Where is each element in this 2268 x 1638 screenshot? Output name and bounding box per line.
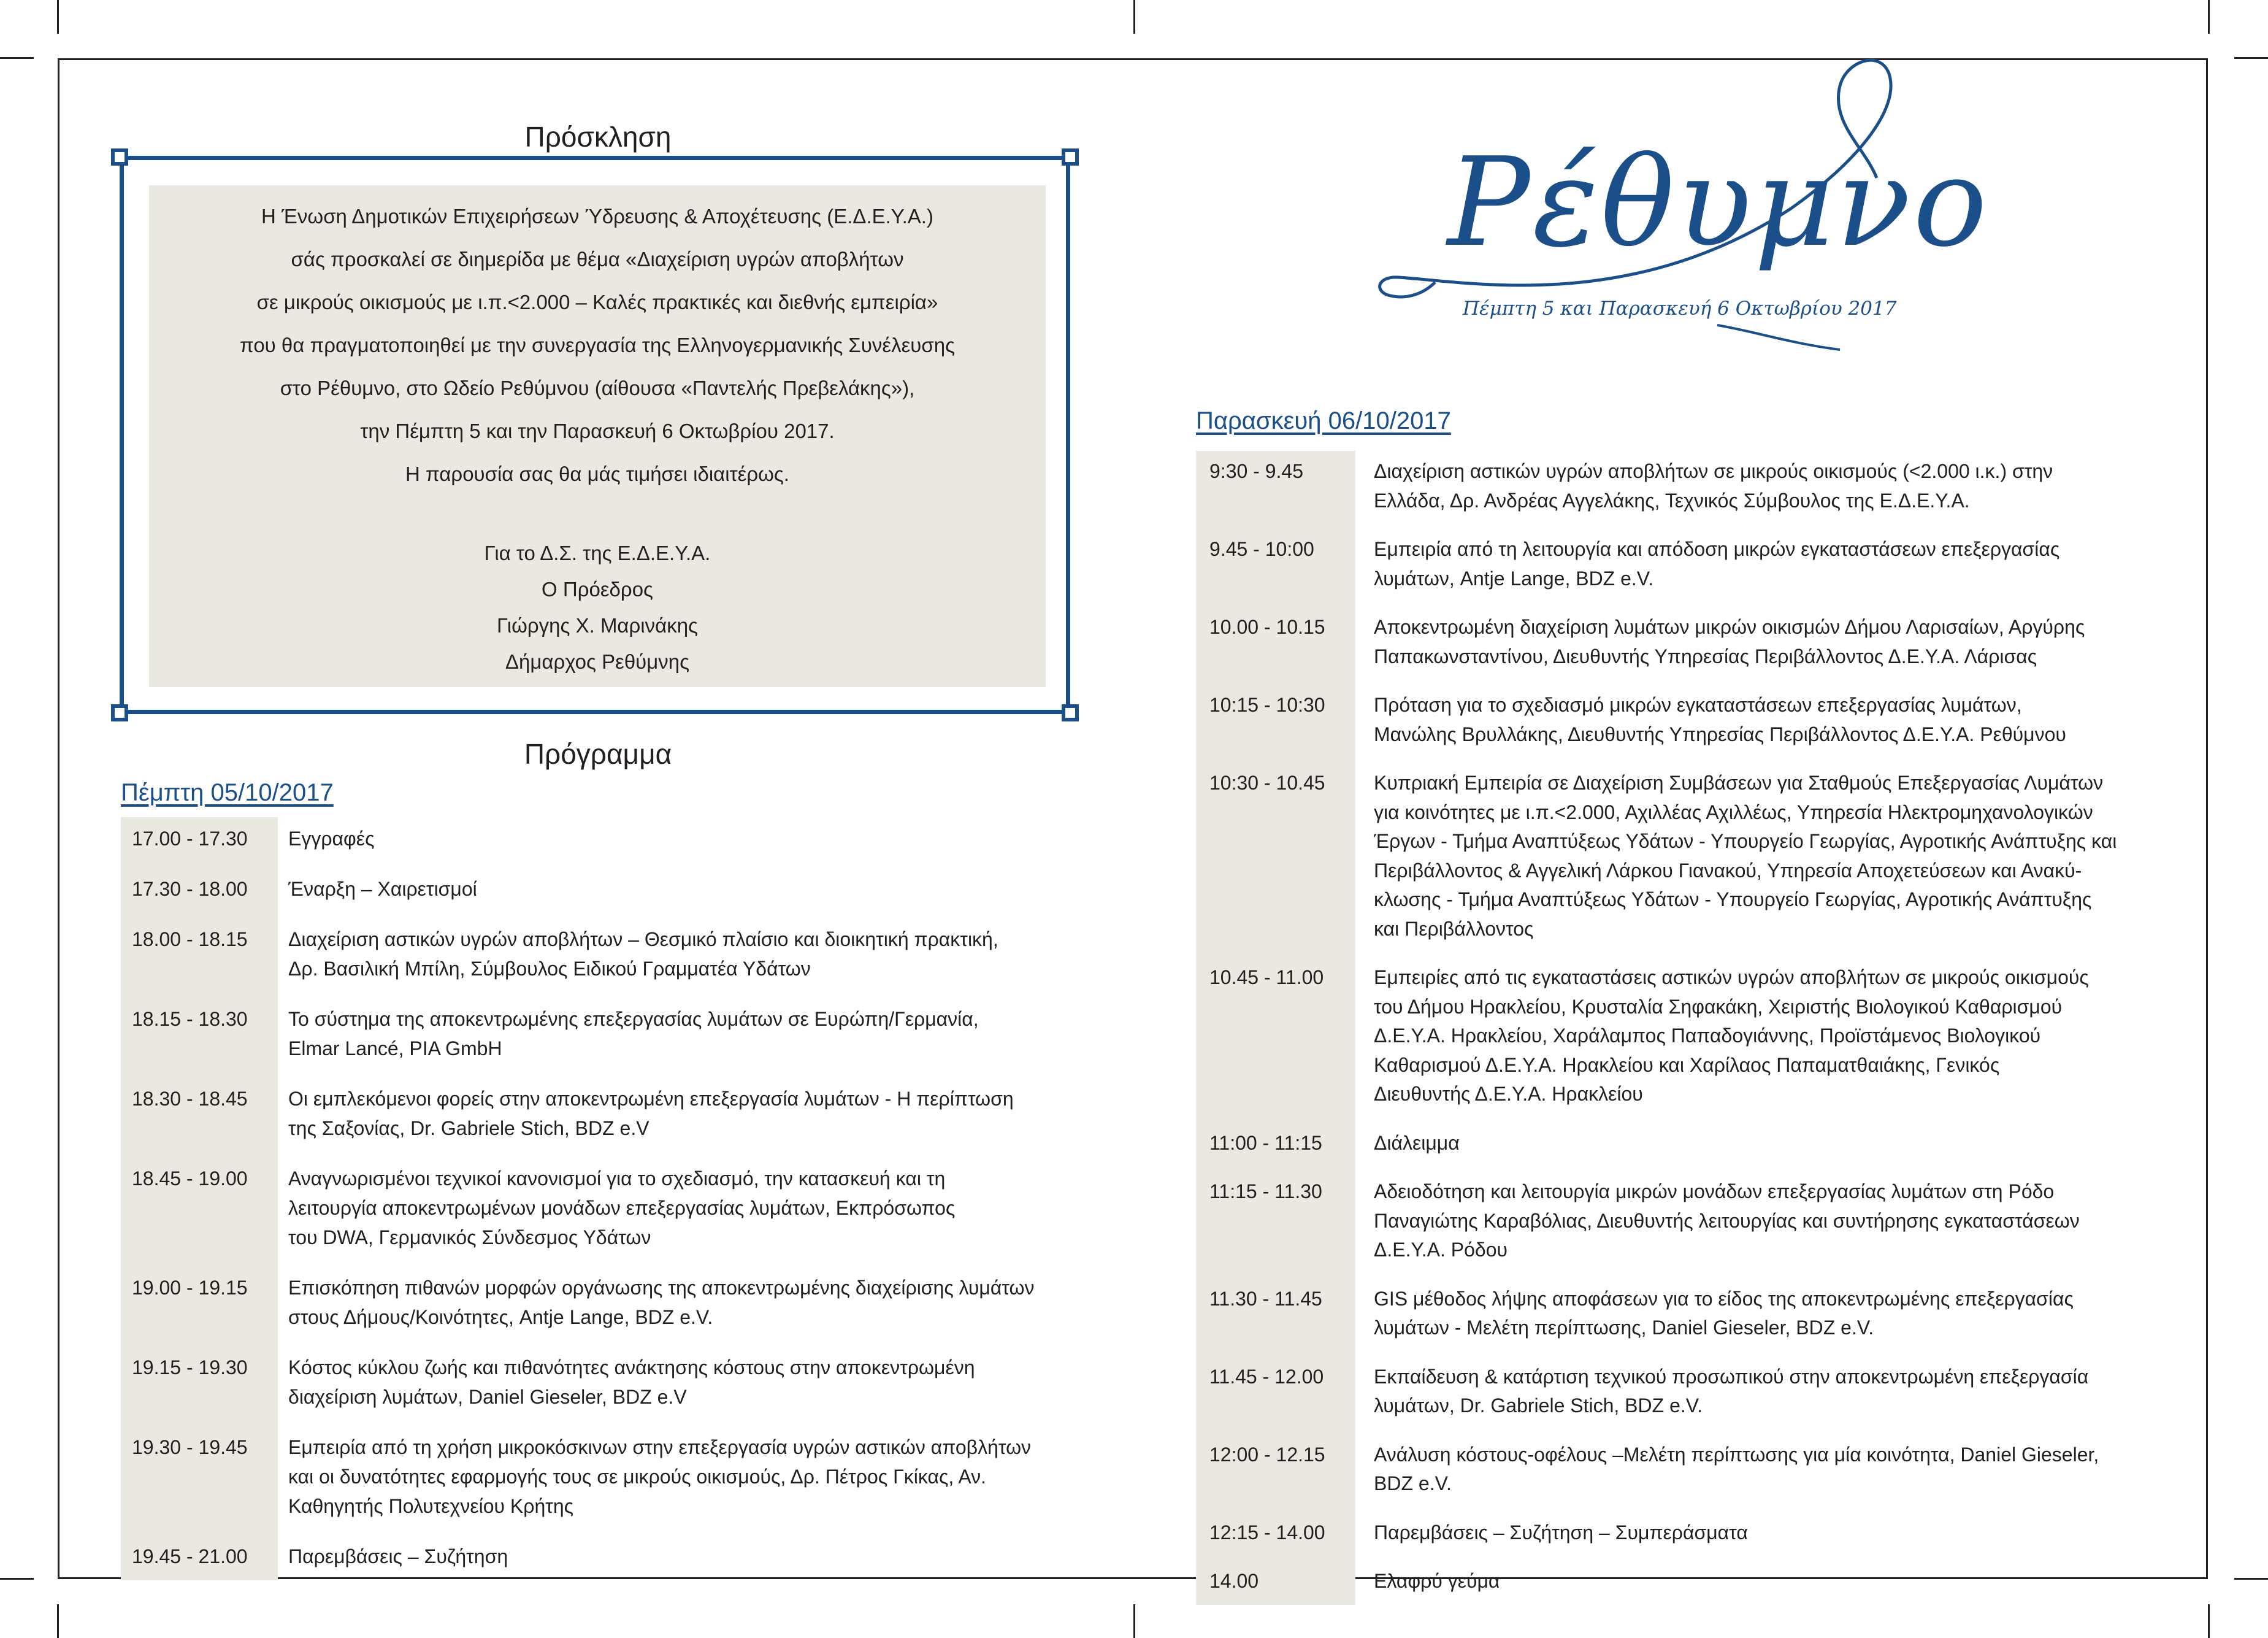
session-time: 11.45 - 12.00 <box>1209 1365 1324 1388</box>
session-description-line: Παρεμβάσεις – Συζήτηση – Συμπεράσματα <box>1374 1521 1748 1544</box>
session-description-line: Έργων - Τμήμα Αναπτύξεως Υδάτων - Υπουργείο Γεωργίας, Αγροτικής Ανάπτυξης και <box>1374 830 2117 852</box>
crop-mark <box>1133 1604 1135 1638</box>
invitation-line: Η Ένωση Δημοτικών Επιχειρήσεων Ύδρευσης & Αποχέτευσης (Ε.Δ.Ε.Υ.Α.) <box>261 205 933 228</box>
session-time: 11.30 - 11.45 <box>1209 1287 1322 1310</box>
session-description-line: κλωσης - Τμήμα Αναπτύξεως Υδάτων - Υπουργείο Γεωργίας, Αγροτικής Ανάπτυξης <box>1374 888 2092 910</box>
session-description-line: Κυπριακή Εμπειρία σε Διαχείριση Συμβάσεων για Σταθμούς Επεξεργασίας Λυμάτων <box>1374 772 2104 794</box>
session-description-line: Δρ. Βασιλική Μπίλη, Σύμβουλος Ειδικού Γραμματέα Υδάτων <box>288 958 811 980</box>
session-description-line: και Περιβάλλοντος <box>1374 917 1534 940</box>
corner-square <box>1062 704 1079 721</box>
session-description-line: Παναγιώτης Καραβόλιας, Διευθυντής λειτουργίας και συντήρησης εγκαταστάσεων <box>1374 1209 2080 1232</box>
session-description-line: του Δήμου Ηρακλείου, Κρυσταλία Σηφακάκη, Χειριστής Βιολογικού Καθαρισμού <box>1374 995 2063 1018</box>
session-description-line: Παρεμβάσεις – Συζήτηση <box>288 1545 508 1567</box>
session-description-line: λυμάτων, Antje Lange, BDZ e.V. <box>1374 567 1654 590</box>
session-description-line: Αποκεντρωμένη διαχείριση λυμάτων μικρών οικισμών Δήμου Λαρισαίων, Αργύρης <box>1374 616 2085 638</box>
day1-label: Πέμπτη 05/10/2017 <box>121 779 334 806</box>
session-description-line: και οι δυνατότητες εφαρμογής τους σε μικρούς οικισμούς, Δρ. Πέτρος Γκίκας, Αν. <box>288 1466 987 1488</box>
session-description-line: Καθηγητής Πολυτεχνείου Κρήτης <box>288 1495 574 1517</box>
session-description-line: Δ.Ε.Υ.Α. Ρόδου <box>1374 1239 1508 1261</box>
signature-line: Για το Δ.Σ. της Ε.Δ.Ε.Υ.Α. <box>484 542 711 564</box>
crop-mark <box>0 1578 34 1580</box>
session-description-line: Ανάλυση κόστους-οφέλους –Μελέτη περίπτωσης για μία κοινότητα, Daniel Gieseler, <box>1374 1443 2099 1466</box>
session-description-line: για κοινότητες με ι.π.<2.000, Αχιλλέας Αχιλλέως, Υπηρεσία Ηλεκτρομηχανολογικών <box>1374 801 2093 823</box>
session-description-line: Ελλάδα, Δρ. Ανδρέας Αγγελάκης, Τεχνικός Σύμβουλος της Ε.Δ.Ε.Υ.Α. <box>1374 489 1970 512</box>
session-time: 11:00 - 11:15 <box>1209 1131 1322 1154</box>
crop-mark <box>57 0 59 34</box>
corner-square <box>111 148 128 166</box>
session-description-line: Δ.Ε.Υ.Α. Ηρακλείου, Χαράλαμπος Παπαδογιάννης, Προϊστάμενος Βιολογικού <box>1374 1025 2041 1047</box>
program-title: Πρόγραμμα <box>524 738 672 770</box>
day2-label: Παρασκευή 06/10/2017 <box>1196 407 1451 434</box>
invitation-line: Η παρουσία σας θα μάς τιμήσει ιδιαιτέρως. <box>405 463 789 485</box>
session-description-line: λυμάτων - Μελέτη περίπτωσης, Daniel Gieseler, BDZ e.V. <box>1374 1317 1874 1339</box>
day1-schedule <box>121 817 1078 1567</box>
session-description-line: Αδειοδότηση και λειτουργία μικρών μονάδων επεξεργασίας λυμάτων στη Ρόδο <box>1374 1180 2055 1202</box>
session-description-line: Εκπαίδευση & κατάρτιση τεχνικού προσωπικού στην αποκεντρωμένη επεξεργασία <box>1374 1365 2089 1388</box>
session-time: 19.30 - 19.45 <box>132 1436 248 1458</box>
day2-schedule <box>1196 451 2165 1592</box>
logo-title: Ρέθυμνο <box>1447 131 1990 274</box>
session-description-line: Το σύστημα της αποκεντρωμένης επεξεργασίας λυμάτων σε Ευρώπη/Γερμανία, <box>288 1008 979 1030</box>
logo-subtitle: Πέμπτη 5 και Παρασκευή 6 Οκτωβρίου 2017 <box>1463 298 1897 320</box>
session-description-line: Εμπειρία από τη χρήση μικροκόσκινων στην επεξεργασία υγρών αστικών αποβλήτων <box>288 1436 1032 1458</box>
session-description-line: Οι εμπλεκόμενοι φορείς στην αποκεντρωμένη επεξεργασία λυμάτων - Η περίπτωση <box>288 1088 1014 1110</box>
corner-square <box>111 704 128 721</box>
session-time: 9.45 - 10:00 <box>1209 538 1314 560</box>
invitation-line: σε μικρούς οικισμούς με ι.π.<2.000 – Καλές πρακτικές και διεθνής εμπειρία» <box>256 291 938 313</box>
session-time: 17.00 - 17.30 <box>132 828 248 850</box>
session-time: 11:15 - 11.30 <box>1209 1180 1322 1202</box>
invitation-line: την Πέμπτη 5 και την Παρασκευή 6 Οκτωβρίου 2017. <box>360 420 835 442</box>
session-description-line: στους Δήμους/Κοινότητες, Antje Lange, BDZ e.V. <box>288 1306 713 1328</box>
session-time: 18.30 - 18.45 <box>132 1088 248 1110</box>
session-description-line: λειτουργία αποκεντρωμένων μονάδων επεξεργασίας λυμάτων, Εκπρόσωπος <box>288 1197 956 1219</box>
session-description-line: GIS μέθοδος λήψης αποφάσεων για το είδος της αποκεντρωμένης επεξεργασίας <box>1374 1287 2074 1310</box>
session-description-line: Κόστος κύκλου ζωής και πιθανότητες ανάκτησης κόστους στην αποκεντρωμένη <box>288 1356 975 1378</box>
session-description-line: λυμάτων, Dr. Gabriele Stich, BDZ e.V. <box>1374 1394 1703 1417</box>
session-time: 9:30 - 9.45 <box>1209 460 1303 482</box>
session-description-line: Παπακωνσταντίνου, Διευθυντής Υπηρεσίας Περιβάλλοντος Δ.Ε.Υ.Α. Λάρισας <box>1374 645 2037 667</box>
session-description-line: Εγγραφές <box>288 828 375 850</box>
invitation-line: σάς προσκαλεί σε διημερίδα με θέμα «Διαχείριση υγρών αποβλήτων <box>291 248 904 271</box>
signature-line: Ο Πρόεδρος <box>542 578 653 601</box>
session-time: 19.00 - 19.15 <box>132 1277 248 1299</box>
session-time: 19.45 - 21.00 <box>132 1545 248 1567</box>
crop-mark <box>2208 0 2210 34</box>
invitation-line: που θα πραγματοποιηθεί με την συνεργασία της Ελληνογερμανικής Συνέλευσης <box>240 334 955 356</box>
corner-square <box>1062 148 1079 166</box>
session-description-line: Διαχείριση αστικών υγρών αποβλήτων σε μικρούς οικισμούς (<2.000 ι.κ.) στην <box>1374 460 2053 482</box>
session-description-line: διαχείριση λυμάτων, Daniel Gieseler, BDZ e.V <box>288 1386 687 1408</box>
session-description-line: Επισκόπηση πιθανών μορφών οργάνωσης της αποκεντρωμένης διαχείρισης λυμάτων <box>288 1277 1035 1299</box>
session-time: 12:15 - 14.00 <box>1209 1521 1325 1544</box>
session-description-line: Εμπειρίες από τις εγκαταστάσεις αστικών υγρών αποβλήτων σε μικρούς οικισμούς <box>1374 966 2089 988</box>
session-description-line: της Σαξονίας, Dr. Gabriele Stich, BDZ e.V <box>288 1117 649 1139</box>
session-description-line: Ελαφρύ γεύμα <box>1374 1570 1500 1592</box>
session-time: 10:30 - 10.45 <box>1209 772 1325 794</box>
invitation-line: στο Ρέθυμνο, στο Ωδείο Ρεθύμνου (αίθουσα «Παντελής Πρεβελάκης»), <box>280 377 915 399</box>
crop-mark <box>2208 1604 2210 1638</box>
session-description-line: BDZ e.V. <box>1374 1472 1452 1494</box>
session-description-line: Διάλειμμα <box>1374 1131 1460 1154</box>
session-time: 14.00 <box>1209 1570 1259 1592</box>
session-description-line: Εμπειρία από τη λειτουργία και απόδοση μικρών εγκαταστάσεων επεξεργασίας <box>1374 538 2060 560</box>
session-description-line: του DWA, Γερμανικός Σύνδεσμος Υδάτων <box>288 1226 651 1248</box>
crop-mark <box>0 57 34 59</box>
session-description-line: Διαχείριση αστικών υγρών αποβλήτων – Θεσμικό πλαίσιο και διοικητική πρακτική, <box>288 928 998 950</box>
session-description-line: Elmar Lancé, PIA GmbH <box>288 1037 502 1059</box>
crop-mark <box>1133 0 1135 34</box>
session-description-line: Αναγνωρισμένοι τεχνικοί κανονισμοί για το σχεδιασμό, την κατασκευή και τη <box>288 1167 946 1190</box>
session-description-line: Περιβάλλοντος & Αγγελική Λάρκου Γιανακού, Υπηρεσία Αποχετεύσεων και Ανακύ- <box>1374 859 2082 882</box>
session-time: 12:00 - 12.15 <box>1209 1443 1325 1466</box>
session-description-line: Διευθυντής Δ.Ε.Υ.Α. Ηρακλείου <box>1374 1083 1643 1105</box>
session-description-line: Καθαρισμού Δ.Ε.Υ.Α. Ηρακλείου και Χαρίλαος Παπαματθαιάκης, Γενικός <box>1374 1053 2000 1076</box>
signature-block <box>149 535 1046 680</box>
session-time: 10.00 - 10.15 <box>1209 616 1325 638</box>
session-time: 19.15 - 19.30 <box>132 1356 248 1378</box>
session-time: 10:15 - 10:30 <box>1209 694 1325 716</box>
session-description-line: Έναρξη – Χαιρετισμοί <box>288 878 477 900</box>
signature-line: Γιώργης Χ. Μαρινάκης <box>497 614 698 637</box>
session-time: 10.45 - 11.00 <box>1209 966 1324 988</box>
session-time: 18.45 - 19.00 <box>132 1167 248 1190</box>
session-description-line: Πρόταση για το σχεδιασμό μικρών εγκαταστάσεων επεξεργασίας λυμάτων, <box>1374 694 2022 716</box>
invitation-text <box>149 205 1046 506</box>
invitation-title: Πρόσκληση <box>524 121 672 153</box>
session-description-line: Μανώλης Βρυλλάκης, Διευθυντής Υπηρεσίας Περιβάλλοντος Δ.Ε.Υ.Α. Ρεθύμνου <box>1374 723 2066 745</box>
crop-mark <box>2234 1578 2268 1580</box>
crop-mark <box>57 1604 59 1638</box>
session-time: 18.00 - 18.15 <box>132 928 248 950</box>
signature-line: Δήμαρχος Ρεθύμνης <box>505 650 689 673</box>
crop-mark <box>2234 57 2268 59</box>
session-time: 18.15 - 18.30 <box>132 1008 248 1030</box>
session-time: 17.30 - 18.00 <box>132 878 248 900</box>
